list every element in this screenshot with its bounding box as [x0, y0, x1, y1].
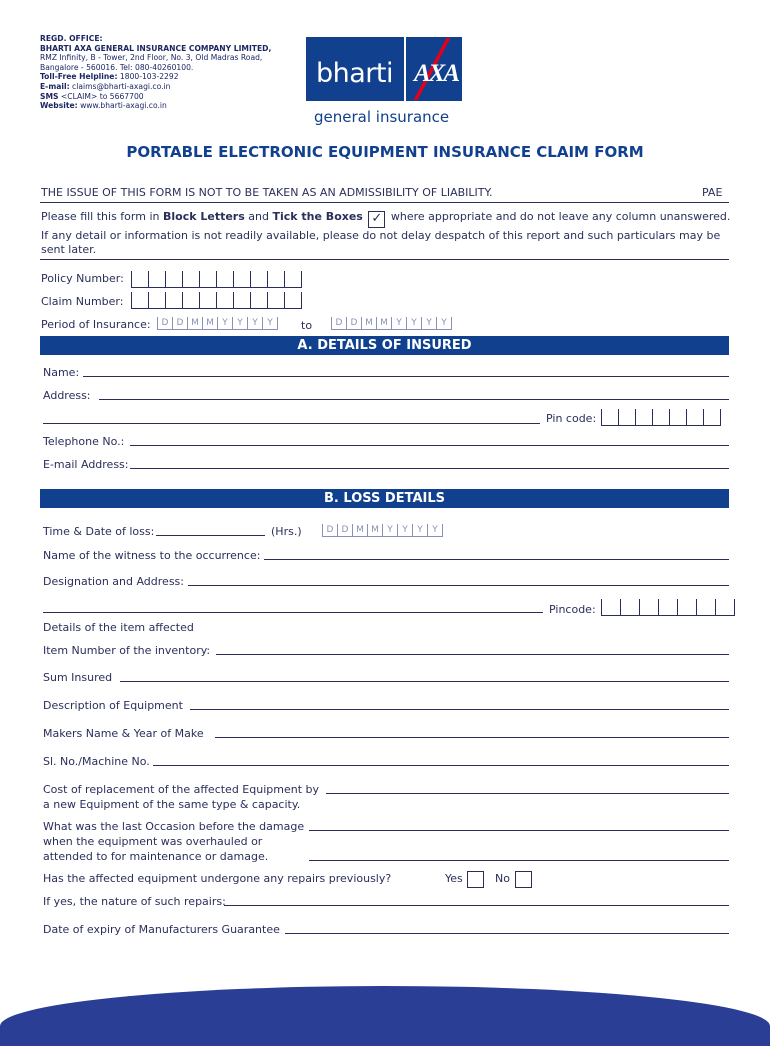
- no-checkbox[interactable]: [515, 871, 532, 888]
- email-field[interactable]: [130, 468, 729, 469]
- date-box: M: [361, 317, 376, 330]
- telephone-field[interactable]: [130, 445, 729, 446]
- address-field[interactable]: [99, 399, 729, 400]
- witness-field[interactable]: [264, 559, 729, 560]
- period-to-date[interactable]: [331, 317, 452, 329]
- occasion-label-1: What was the last Occasion before the damage: [43, 820, 305, 833]
- helpline-number: 1800-103-2292: [119, 72, 179, 82]
- sum-insured-label: Sum Insured: [43, 671, 113, 684]
- logo-divider: [404, 37, 406, 101]
- claim-number-boxes[interactable]: [131, 292, 302, 308]
- instructions-line-1: [41, 209, 730, 226]
- occasion-field[interactable]: [309, 830, 729, 831]
- policy-number-boxes[interactable]: [131, 271, 302, 287]
- yes-checkbox[interactable]: [467, 871, 484, 888]
- office-address-1: RMZ Infinity, B - Tower, 2nd Floor, No. 3, Old Madras Road,: [40, 53, 263, 63]
- name-field[interactable]: [83, 376, 729, 377]
- date-box: Y: [391, 317, 406, 330]
- time-date-label: Time & Date of loss:: [43, 525, 155, 538]
- date-box: Y: [406, 317, 421, 330]
- pin-code-boxes[interactable]: [601, 409, 721, 425]
- cost-field[interactable]: [326, 793, 729, 794]
- divider: [40, 259, 729, 260]
- office-info: [40, 34, 271, 111]
- no-label: No: [495, 872, 510, 885]
- date-box: Y: [232, 317, 247, 330]
- occasion-field-2[interactable]: [309, 860, 729, 861]
- company-name: BHARTI AXA GENERAL INSURANCE COMPANY LIMITED,: [40, 43, 272, 53]
- logo-axa-text: AXA: [414, 60, 459, 87]
- pin-code-label: Pin code:: [546, 412, 597, 425]
- time-field[interactable]: [156, 535, 265, 536]
- divider: [40, 202, 729, 203]
- witness-label: Name of the witness to the occurrence:: [43, 549, 261, 562]
- description-field[interactable]: [190, 709, 729, 710]
- office-heading: REGD. OFFICE:: [40, 34, 103, 43]
- office-email: claims@bharti-axagi.co.in: [72, 81, 171, 91]
- repairs-question: Has the affected equipment undergone any repairs previously?: [43, 872, 392, 885]
- email-label: E-mail:: [40, 81, 70, 91]
- date-box: M: [187, 317, 202, 330]
- date-box: Y: [397, 524, 412, 537]
- cost-label-1: Cost of replacement of the affected Equipment by: [43, 783, 319, 796]
- repair-nature-label: If yes, the nature of such repairs:: [43, 895, 226, 908]
- tick-box-example: ✓: [368, 211, 385, 228]
- item-number-label: Item Number of the inventory:: [43, 644, 211, 657]
- occasion-label-3: attended to for maintenance or damage.: [43, 850, 269, 863]
- date-box: M: [367, 524, 382, 537]
- sms-label: SMS: [40, 91, 59, 101]
- logo-subtitle: general insurance: [314, 108, 450, 126]
- website-label: Website:: [40, 101, 78, 111]
- telephone-label: Telephone No.:: [43, 435, 125, 448]
- pincode-label: Pincode:: [549, 603, 596, 616]
- date-box: M: [202, 317, 217, 330]
- date-box: D: [157, 317, 172, 330]
- date-box: Y: [427, 524, 443, 537]
- email-label: E-mail Address:: [43, 458, 129, 471]
- guarantee-expiry-label: Date of expiry of Manufacturers Guarantee: [43, 923, 280, 936]
- name-label: Name:: [43, 366, 80, 379]
- date-box: Y: [217, 317, 232, 330]
- date-box: Y: [262, 317, 278, 330]
- footer-band: [0, 986, 770, 1046]
- occasion-label-2: when the equipment was overhauled or: [43, 835, 263, 848]
- period-from-date[interactable]: [157, 317, 278, 329]
- instructions-line-2: If any detail or information is not readily available, please do not delay despatch of this report and such particulars may be: [41, 229, 721, 242]
- form-code: PAE: [702, 186, 723, 199]
- loss-date[interactable]: [322, 524, 443, 536]
- address-field-2[interactable]: [43, 423, 540, 424]
- serial-field[interactable]: [153, 765, 729, 766]
- form-title: PORTABLE ELECTRONIC EQUIPMENT INSURANCE CLAIM FORM: [126, 143, 644, 161]
- date-box: D: [172, 317, 187, 330]
- disclaimer: THE ISSUE OF THIS FORM IS NOT TO BE TAKEN AS AN ADMISSIBILITY OF LIABILITY.: [41, 186, 493, 199]
- makers-field[interactable]: [215, 737, 729, 738]
- cost-label-2: a new Equipment of the same type & capacity.: [43, 798, 301, 811]
- sum-insured-field[interactable]: [120, 681, 729, 682]
- date-box: M: [352, 524, 367, 537]
- pincode-boxes[interactable]: [601, 599, 735, 615]
- helpline-label: Toll-Free Helpline:: [40, 72, 118, 82]
- instructions-part-2: and: [248, 210, 269, 223]
- date-box: D: [322, 524, 337, 537]
- policy-number-label: Policy Number:: [41, 272, 124, 285]
- designation-label: Designation and Address:: [43, 575, 184, 588]
- serial-label: Sl. No./Machine No.: [43, 755, 150, 768]
- makers-label: Makers Name & Year of Make: [43, 727, 204, 740]
- period-label: Period of Insurance:: [41, 318, 151, 331]
- office-website: www.bharti-axagi.co.in: [80, 101, 167, 111]
- office-sms: <CLAIM> to 5667700: [60, 91, 144, 101]
- instructions-bold-1: Block Letters: [162, 210, 245, 223]
- description-label: Description of Equipment: [43, 699, 183, 712]
- repair-nature-field[interactable]: [224, 905, 729, 906]
- instructions-part-3: where appropriate and do not leave any column unanswered.: [390, 210, 731, 223]
- date-box: D: [331, 317, 346, 330]
- instructions-line-3: sent later.: [41, 243, 97, 256]
- to-label: to: [301, 319, 313, 332]
- date-box: Y: [412, 524, 427, 537]
- claim-number-label: Claim Number:: [41, 295, 124, 308]
- section-b-header: B. LOSS DETAILS: [40, 489, 729, 508]
- instructions-part-1: Please fill this form in: [41, 210, 160, 223]
- date-box: D: [346, 317, 361, 330]
- date-box: Y: [382, 524, 397, 537]
- date-box: Y: [421, 317, 436, 330]
- date-box: M: [376, 317, 391, 330]
- instructions-bold-2: Tick the Boxes: [272, 210, 363, 223]
- designation-field[interactable]: [188, 585, 729, 586]
- section-a-header: A. DETAILS OF INSURED: [40, 336, 729, 355]
- date-box: Y: [247, 317, 262, 330]
- office-address-2: Bangalore - 560016. Tel: 080-40260100.: [40, 62, 194, 72]
- yes-label: Yes: [445, 872, 463, 885]
- designation-field-2[interactable]: [43, 612, 543, 613]
- item-number-field[interactable]: [216, 654, 729, 655]
- logo-bharti-text: bharti: [316, 58, 393, 89]
- date-box: D: [337, 524, 352, 537]
- guarantee-expiry-field[interactable]: [285, 933, 729, 934]
- hrs-label: (Hrs.): [271, 525, 302, 538]
- address-label: Address:: [43, 389, 91, 402]
- date-box: Y: [436, 317, 452, 330]
- item-details-label: Details of the item affected: [43, 621, 194, 634]
